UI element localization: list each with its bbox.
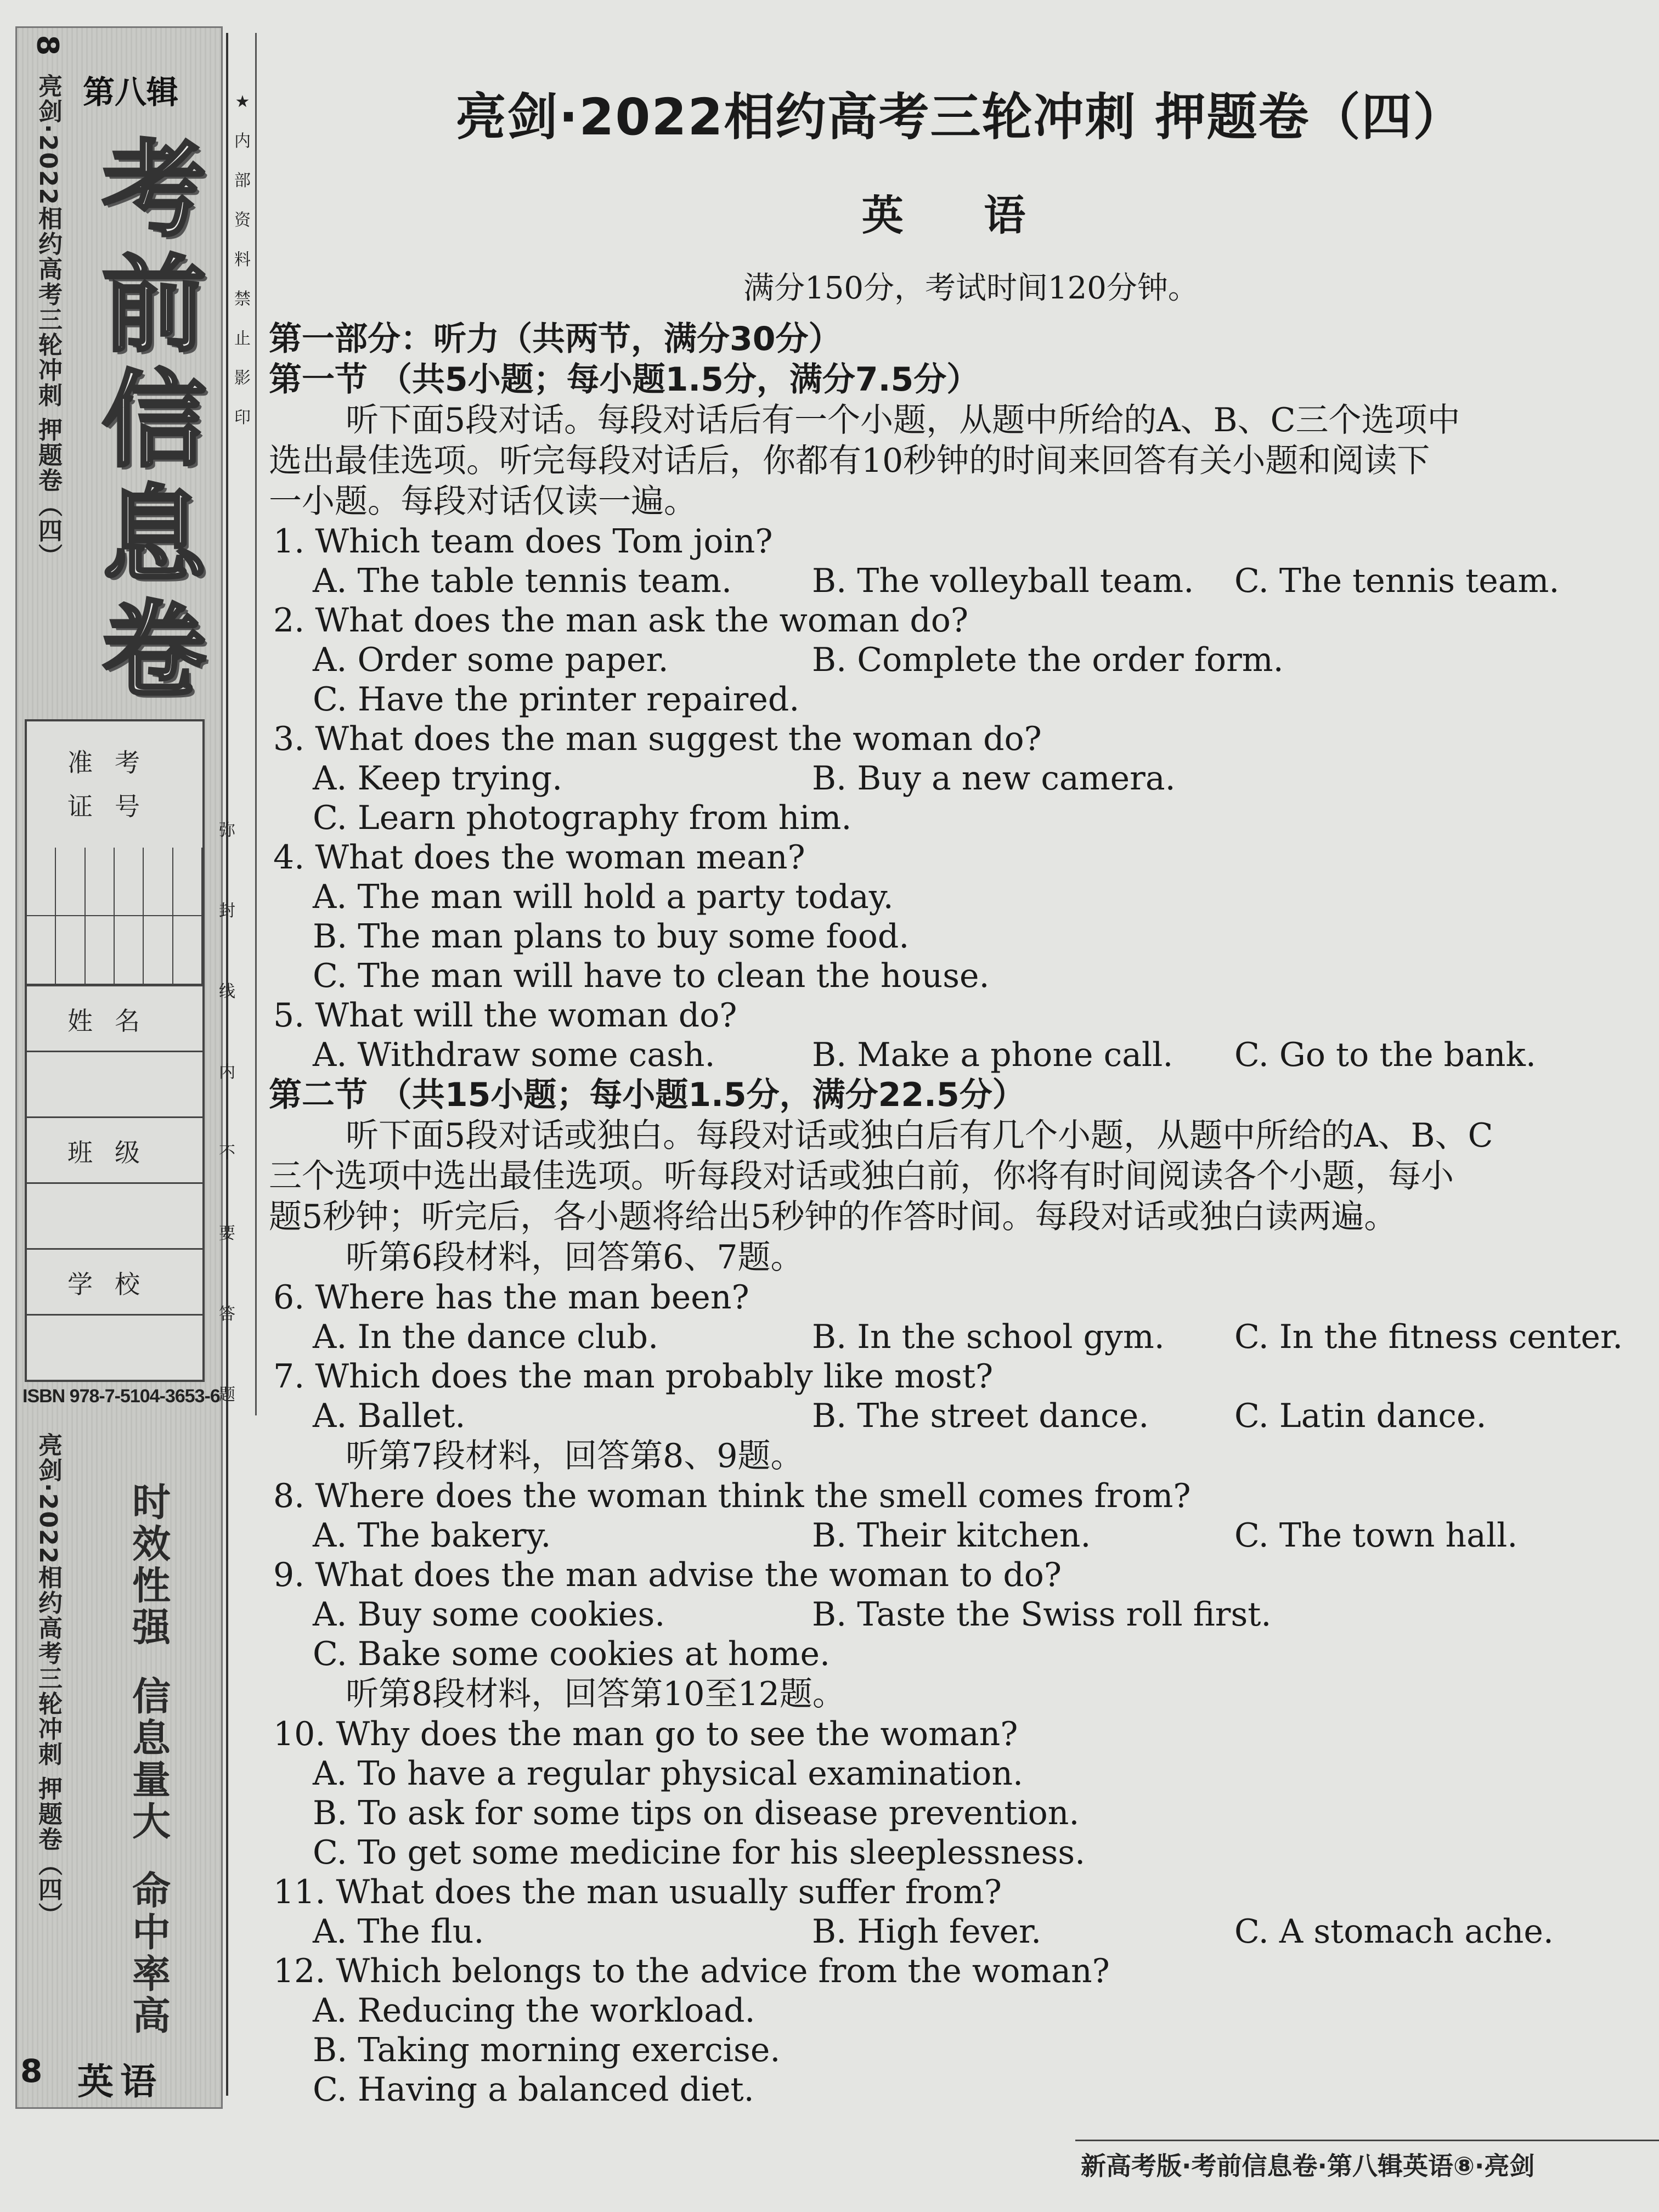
paper-title: 亮剑·2022相约高考三轮冲刺 押题卷（四）	[455, 88, 1465, 146]
exam-number-label: 准考证号	[67, 748, 162, 821]
school-label: 学校	[67, 1269, 162, 1299]
question-9-options	[269, 1595, 1651, 1634]
option[interactable]: C. In the fitness center.	[1234, 1318, 1623, 1356]
question-5: 5. What will the woman do?	[273, 996, 737, 1035]
big-title-char: 息	[101, 474, 206, 596]
class-field[interactable]	[27, 1182, 202, 1250]
option[interactable]: C. Have the printer repaired.	[313, 680, 800, 719]
spine-vertical-title: 亮剑·2022相约高考三轮冲刺 押题卷（四）	[34, 74, 62, 569]
page-footer: 新高考版·考前信息卷·第八辑英语⑧·亮剑	[1081, 2151, 1535, 2181]
question-8: 8. Where does the woman think the smell comes from?	[273, 1477, 1191, 1515]
paper-subject: 英 语	[861, 191, 1059, 240]
student-info-box	[25, 719, 205, 1382]
name-label-row	[27, 985, 202, 1052]
footer-rule	[1075, 2140, 1659, 2141]
question-10: 10. Why does the man go to see the woman?	[273, 1715, 1018, 1753]
school-field[interactable]	[27, 1314, 202, 1379]
option[interactable]: B. Make a phone call.	[812, 1036, 1173, 1074]
big-title-char: 信	[101, 359, 206, 481]
option[interactable]: C. Latin dance.	[1234, 1397, 1487, 1435]
option[interactable]: B. Buy a new camera.	[812, 759, 1176, 798]
option[interactable]: A. Reducing the workload.	[313, 1991, 755, 2030]
question-7-options	[269, 1396, 1651, 1436]
option[interactable]: C. To get some medicine for his sleeplessness.	[313, 1833, 1086, 1872]
question-4: 4. What does the woman mean?	[273, 838, 805, 877]
section2-instructions: 听下面5段对话或独白。每段对话或独白后有几个小题，从题中所给的A、B、C	[346, 1116, 1493, 1155]
option[interactable]: B. Complete the order form.	[812, 641, 1284, 679]
part1-title: 第一部分：听力（共两节，满分30分）	[269, 320, 842, 358]
question-11: 11. What does the man usually suffer from?	[273, 1873, 1002, 1911]
material-6-note: 听第6段材料，回答第6、7题。	[346, 1238, 804, 1277]
internal-material-notice: ★ 内 部 资 料 禁 止 影 印	[234, 92, 251, 427]
question-3-options	[269, 759, 1651, 798]
option[interactable]: A. Order some paper.	[313, 641, 669, 679]
section2-title: 第二节 （共15小题；每小题1.5分，满分22.5分）	[269, 1076, 1025, 1114]
school-label-row	[27, 1248, 202, 1316]
question-5-options	[269, 1035, 1651, 1075]
option[interactable]: A. Buy some cookies.	[313, 1595, 665, 1634]
spine-number-bottom: 8	[20, 2052, 43, 2090]
option[interactable]: C. The town hall.	[1234, 1516, 1518, 1555]
section1-instructions: 听下面5段对话。每段对话后有一个小题，从题中所给的A、B、C三个选项中	[346, 401, 1460, 439]
option[interactable]: B. Taking morning exercise.	[313, 2031, 781, 2069]
question-6: 6. Where has the man been?	[273, 1278, 749, 1317]
option[interactable]: C. The tennis team.	[1234, 562, 1560, 600]
section2-instructions: 题5秒钟；听完后，各小题将给出5秒钟的作答时间。每段对话或独白读两遍。	[269, 1198, 1397, 1236]
spine-vertical-title-bottom: 亮剑·2022相约高考三轮冲刺 押题卷（四）	[34, 1432, 62, 1928]
question-12: 12. Which belongs to the advice from the woman?	[273, 1952, 1110, 1990]
section1-title: 第一节 （共5小题；每小题1.5分，满分7.5分）	[269, 360, 980, 399]
option[interactable]: C. Having a balanced diet.	[313, 2070, 754, 2109]
name-field[interactable]	[27, 1051, 202, 1118]
option[interactable]: A. The table tennis team.	[313, 562, 732, 600]
exam-number-grid[interactable]	[27, 848, 202, 985]
option[interactable]: A. The man will hold a party today.	[313, 878, 894, 916]
option[interactable]: A. Keep trying.	[313, 759, 563, 798]
question-6-options	[269, 1317, 1651, 1357]
question-1: 1. Which team does Tom join?	[273, 522, 773, 561]
score-time-note: 满分150分，考试时间120分钟。	[743, 270, 1199, 306]
big-title-char: 考	[101, 128, 206, 251]
option[interactable]: C. A stomach ache.	[1234, 1912, 1554, 1951]
isbn: ISBN 978-7-5104-3653-6	[22, 1386, 220, 1407]
spine-slogans	[94, 1482, 204, 2037]
class-label: 班级	[67, 1138, 162, 1167]
option[interactable]: A. Withdraw some cash.	[313, 1036, 715, 1074]
option[interactable]: B. High fever.	[812, 1912, 1042, 1951]
option[interactable]: B. Their kitchen.	[812, 1516, 1091, 1555]
option[interactable]: C. Bake some cookies at home.	[313, 1635, 831, 1673]
option[interactable]: B. In the school gym.	[812, 1318, 1165, 1356]
question-2-options	[269, 640, 1651, 680]
option[interactable]: B. To ask for some tips on disease prevention.	[313, 1794, 1080, 1832]
slogan: 命中率高	[126, 1870, 171, 2037]
option[interactable]: A. In the dance club.	[313, 1318, 659, 1356]
question-11-options	[269, 1912, 1651, 1951]
seal-line-notice: 弥 封 线 内 不 要 答 题	[219, 821, 235, 1404]
spine-vertical-strip-bottom	[21, 1432, 74, 1928]
option[interactable]: A. The flu.	[313, 1912, 484, 1951]
slogan: 时效性强	[126, 1482, 171, 1649]
name-label: 姓名	[67, 1006, 162, 1036]
material-8-note: 听第8段材料，回答第10至12题。	[346, 1675, 845, 1713]
section2-instructions: 三个选项中选出最佳选项。听每段对话或独白前，你将有时间阅读各个小题，每小	[269, 1157, 1454, 1195]
spine-subject: 英语	[77, 2061, 163, 2103]
option[interactable]: B. The street dance.	[812, 1397, 1149, 1435]
section1-instructions: 选出最佳选项。听完每段对话后，你都有10秒钟的时间来回答有关小题和阅读下	[269, 442, 1430, 480]
spine-vertical-strip	[21, 28, 74, 569]
option[interactable]: B. The man plans to buy some food.	[313, 917, 910, 956]
series-label: 第八辑	[83, 74, 179, 111]
option[interactable]: A. The bakery.	[313, 1516, 551, 1555]
option[interactable]: C. The man will have to clean the house.	[313, 957, 990, 995]
question-3: 3. What does the man suggest the woman do?	[273, 720, 1042, 758]
material-7-note: 听第7段材料，回答第8、9题。	[346, 1437, 804, 1475]
question-2: 2. What does the man ask the woman do?	[273, 601, 969, 640]
section1-instructions: 一小题。每段对话仅读一遍。	[269, 482, 697, 521]
class-label-row	[27, 1116, 202, 1184]
option[interactable]: B. Taste the Swiss roll first.	[812, 1595, 1272, 1634]
option[interactable]: B. The volleyball team.	[812, 562, 1194, 600]
option[interactable]: A. Ballet.	[313, 1397, 466, 1435]
exam-paper	[269, 77, 1651, 2109]
option[interactable]: A. To have a regular physical examination.	[313, 1754, 1024, 1793]
option[interactable]: C. Learn photography from him.	[313, 799, 852, 837]
big-title-char: 卷	[101, 589, 206, 712]
question-9: 9. What does the man advise the woman to do?	[273, 1556, 1062, 1594]
spine-number-top: 8	[30, 35, 65, 56]
spine-big-title	[88, 128, 220, 712]
cover-spine	[15, 26, 223, 2109]
binding-line-inner	[255, 33, 257, 1415]
exam-number-label-row	[27, 721, 202, 848]
question-1-options	[269, 561, 1651, 601]
question-7: 7. Which does the man probably like most?	[273, 1357, 994, 1396]
big-title-char: 前	[101, 244, 206, 366]
slogan: 信息量大	[126, 1676, 171, 1843]
question-8-options	[269, 1516, 1651, 1555]
option[interactable]: C. Go to the bank.	[1234, 1036, 1536, 1074]
